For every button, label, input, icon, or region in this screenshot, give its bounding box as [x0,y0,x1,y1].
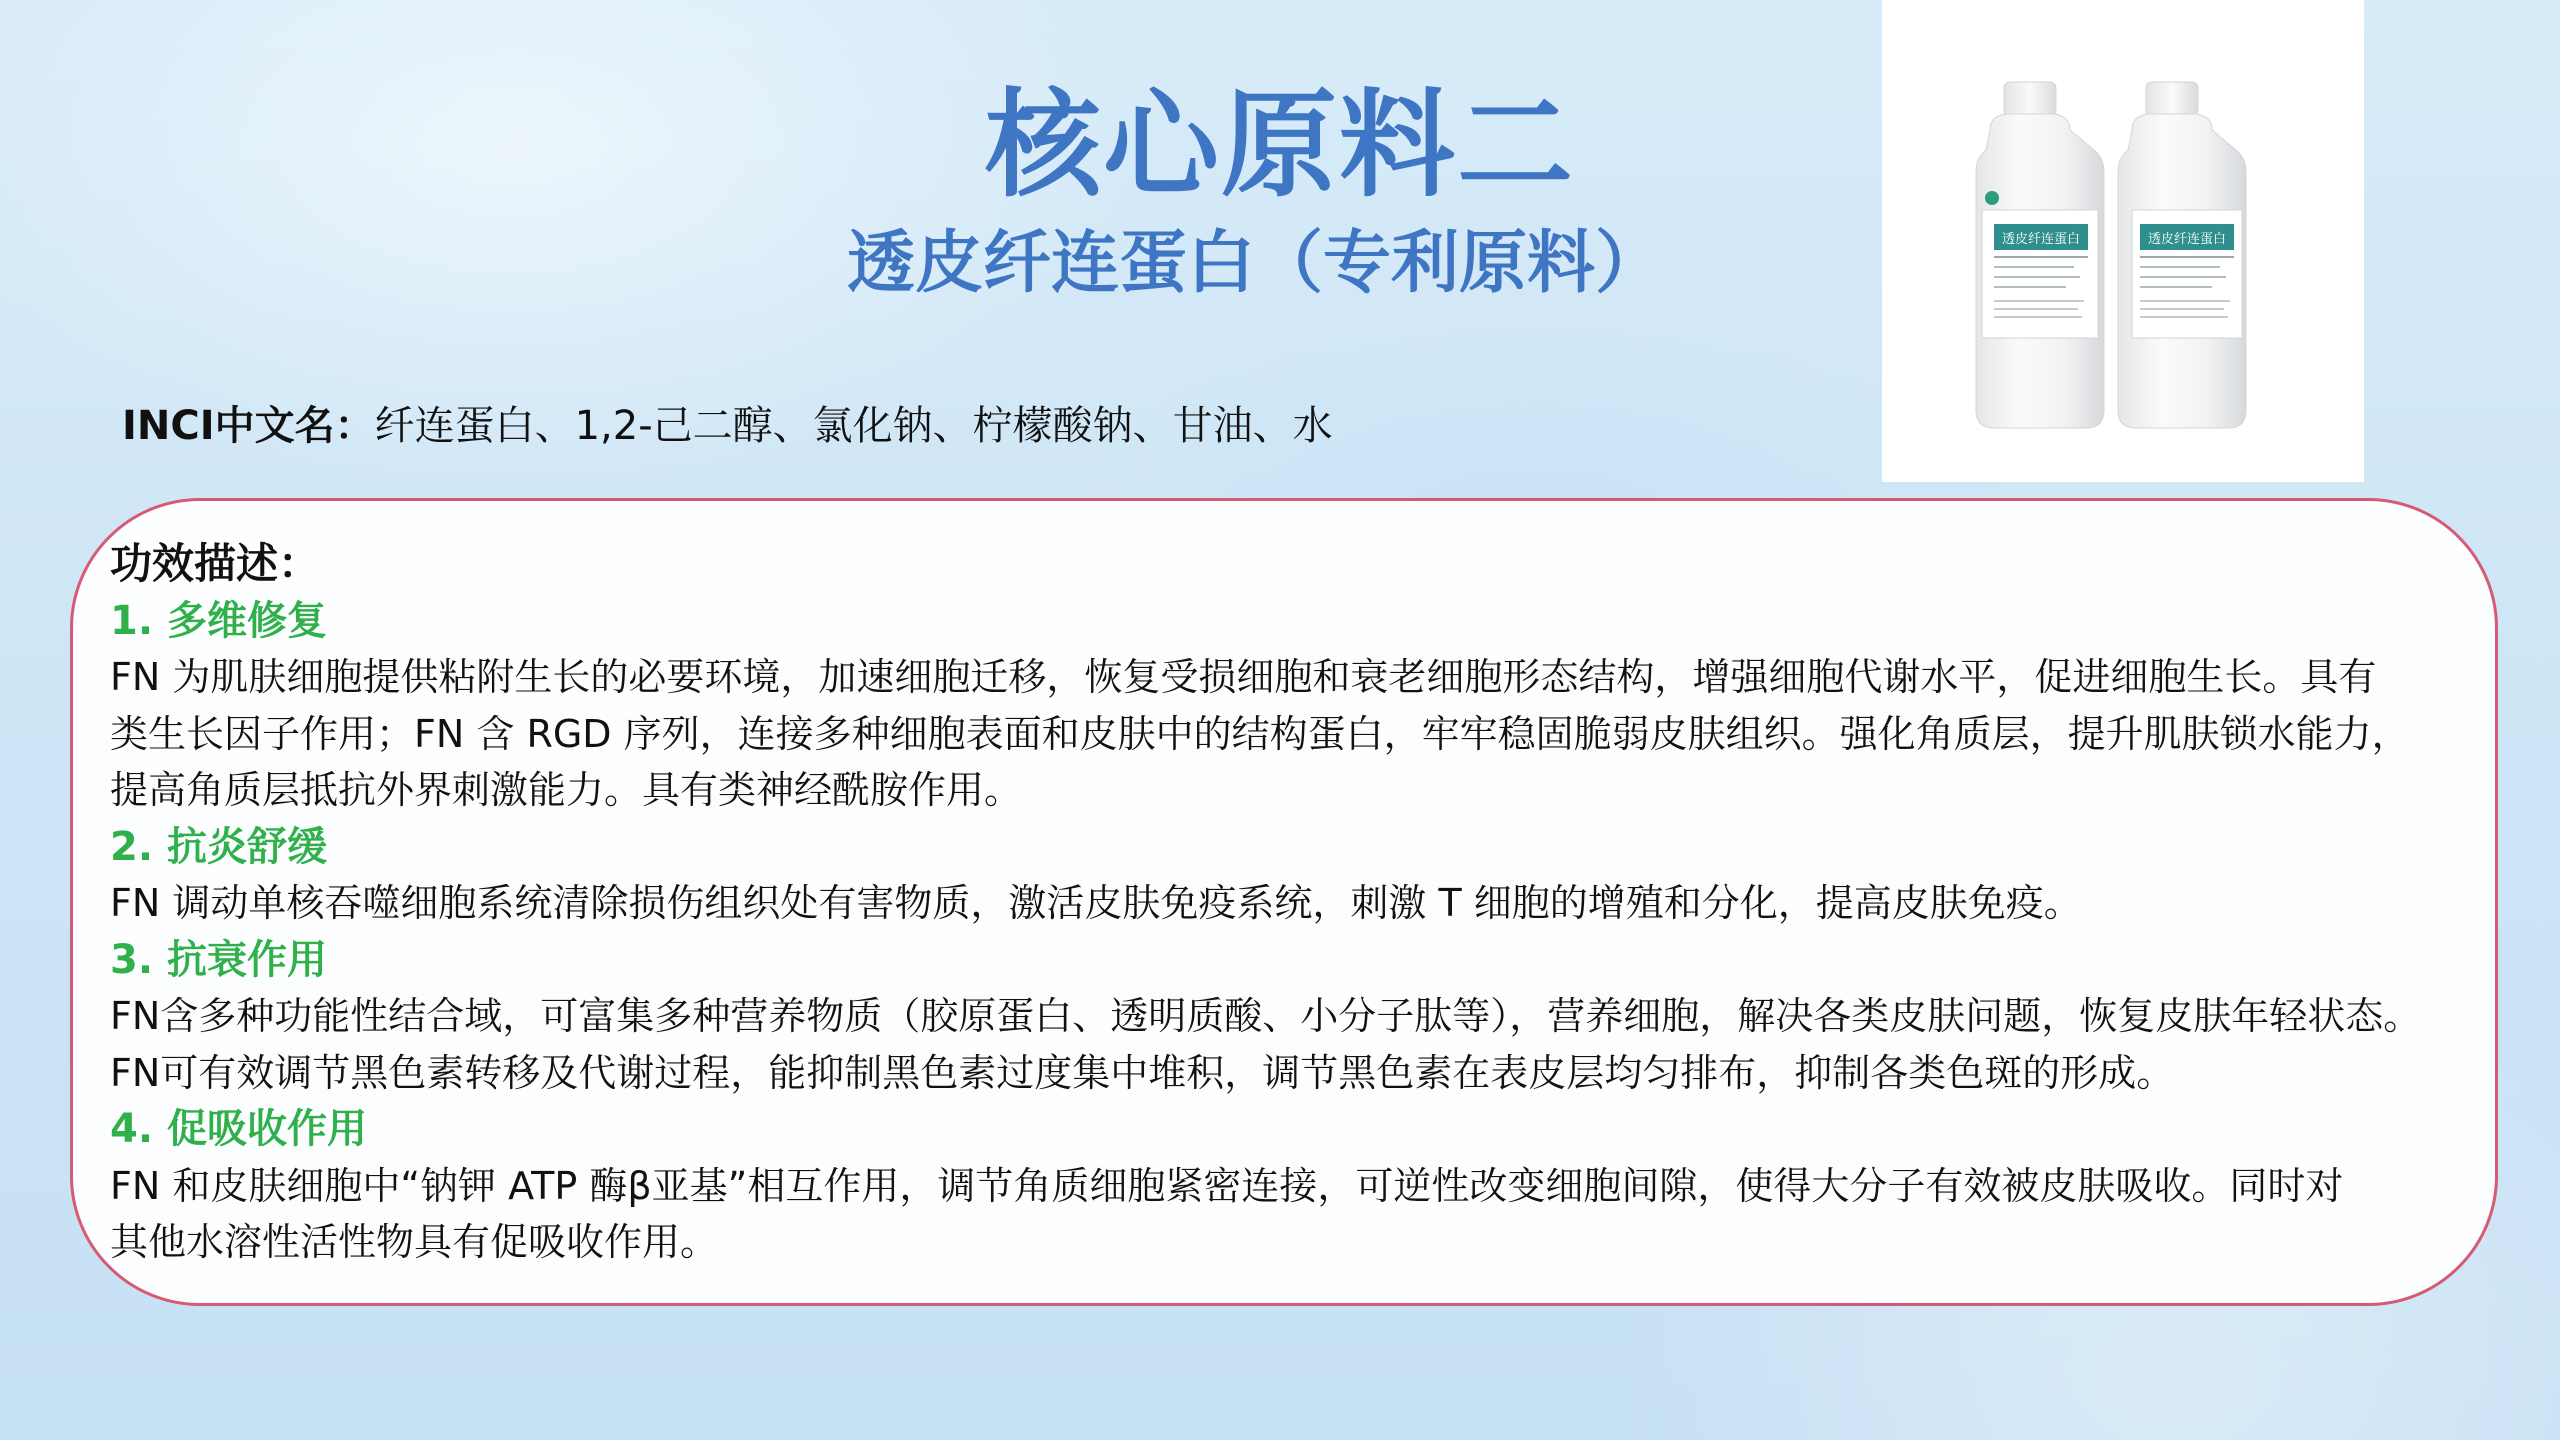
page-title-text: 核心原料二 [985,78,1575,213]
section-line: FN可有效调节黑色素转移及代谢过程，能抑制黑色素过度集中堆积，调节黑色素在表皮层均匀排布，抑制各类色斑的形成。 [110,1050,2175,1095]
page-subtitle: 透皮纤连蛋白（专利原料） [846,224,1663,303]
inci-value: 纤连蛋白、1,2-己二醇、氯化钠、柠檬酸钠、甘油、水 [374,403,1333,449]
bottle-left-label: 透皮纤连蛋白 [2001,232,2081,247]
section-title-soothing: 2. 抗炎舒缓 [110,823,327,870]
bottles-illustration [1882,0,2364,482]
product-photo [1882,0,2364,482]
section-line: FN 调动单核吞噬细胞系统清除损伤组织处有害物质，激活皮肤免疫系统，刺激 T 细胞的增殖和分化，提高皮肤免疫。 [110,881,2082,925]
section-line: 提高角质层抵抗外界刺激能力。具有类神经酰胺作用。 [110,768,1023,812]
efficacy-content [110,536,2510,1271]
section-line: FN 为肌肤细胞提供粘附生长的必要环境，加速细胞迁移，恢复受损细胞和衰老细胞形态结构，增强细胞代谢水平，促进细胞生长。具有 [110,655,2377,699]
efficacy-heading: 功效描述： [110,539,321,588]
section-line: 类生长因子作用；FN 含 RGD 序列，连接多种细胞表面和皮肤中的结构蛋白，牢牢稳固脆弱皮肤组织。强化角质层，提升肌肤锁水能力， [110,711,2410,756]
section-title-absorption: 4. 促吸收作用 [110,1106,367,1152]
section-line: FN 和皮肤细胞中“钠钾 ATP 酶β亚基”相互作用，调节角质细胞紧密连接，可逆性改变细胞间隙，使得大分子有效被皮肤吸收。同时对 [110,1163,2344,1208]
bottle-left [1976,82,2104,428]
section-line: 其他水溶性活性物具有促吸收作用。 [110,1220,719,1264]
section-title-repair: 1. 多维修复 [110,597,327,644]
bottle-right-label: 透皮纤连蛋白 [2147,232,2227,247]
section-title-anti-aging: 3. 抗衰作用 [110,936,327,983]
bottle-right [2118,82,2246,428]
inci-label: INCI中文名： [122,403,375,449]
section-line: FN含多种功能性结合域，可富集多种营养物质（胶原蛋白、透明质酸、小分子肽等），营养细胞，解决各类皮肤问题，恢复皮肤年轻状态。 [110,994,2422,1038]
inci-line [122,396,1333,456]
